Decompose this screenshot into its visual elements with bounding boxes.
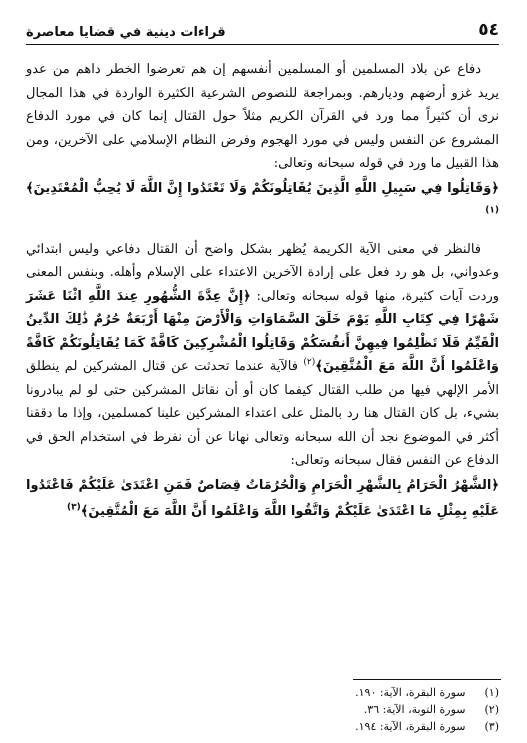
header-divider xyxy=(26,44,499,45)
footnote-item xyxy=(26,718,499,735)
verse-2-text: ﴿إِنَّ عِدَّةَ الشُّهُورِ عِندَ اللَّهِ اثْنَا عَشَرَ شَهْرًا فِي كِتَابِ اللَّهِ يَوْمَ خَلَقَ السَّمَاوَاتِ وَالْأَرْضَ مِنْهَا أَرْبَعَةٌ حُرُمٌ ذَٰلِكَ الدِّينُ الْقَيِّمُ فَلَا تَظْلِمُوا فِيهِنَّ أَنفُسَكُمْ وَقَاتِلُوا الْمُشْرِكِينَ كَافَّةً كَمَا يُقَاتِلُونَكُمْ كَافَّةً وَاعْلَمُوا أَنَّ اللَّهَ مَعَ الْمُتَّقِينَ﴾ xyxy=(26,288,499,374)
footnote-ref-1: (١) xyxy=(485,205,499,216)
page-number: ٥٤ xyxy=(478,20,499,40)
paragraph-1 xyxy=(26,58,499,176)
verse-1 xyxy=(26,176,499,228)
main-text xyxy=(26,58,499,525)
footnotes xyxy=(26,684,499,735)
verse-3 xyxy=(26,473,499,525)
footnote-number: (١) xyxy=(484,686,499,699)
footnote-text: سورة البقرة، الآية: ١٩٤. xyxy=(355,720,466,733)
running-title: قراءات دينية في قضايا معاصرة xyxy=(26,25,226,40)
paragraph-1-text: دفاع عن بلاد المسلمين أو المسلمين أنفسهم إن هم تعرضوا الخطر داهم من عدو يريد غزو أرضهم وديارهم. وبمراجعة للنصوص الشرعية الكثيرة الواردة في هذا المجال نرى أن كثيراً مما ورد في القرآن الكريم مثلاً حول القتال إنما كان في مورد الدفاع المشروع عن النفس وليس في مورد الهجوم وفرض النظام الإسلامي على الآخرين، ومن هذا القبيل ما ورد في قوله سبحانه وتعالى: xyxy=(26,62,499,171)
footnote-ref-2: (٢) xyxy=(303,357,316,368)
footnote-text: سورة البقرة، الآية: ١٩٠. xyxy=(355,686,466,699)
footnote-ref-3: (٣) xyxy=(67,502,81,513)
footnote-number: (٢) xyxy=(484,703,499,716)
paragraph-2 xyxy=(26,238,499,473)
footnote-divider xyxy=(353,679,501,680)
footnote-number: (٣) xyxy=(484,720,499,733)
footnote-item xyxy=(26,684,499,701)
footnote-text: سورة التوبة، الآية: ٣٦. xyxy=(363,703,466,716)
verse-3-text: ﴿الشَّهْرُ الْحَرَامُ بِالشَّهْرِ الْحَرَامِ وَالْحُرُمَاتُ قِصَاصٌ فَمَنِ اعْتَدَىٰ عَلَيْكُمْ فَاعْتَدُوا عَلَيْهِ بِمِثْلِ مَا اعْتَدَىٰ عَلَيْكُمْ وَاتَّقُوا اللَّهَ وَاعْلَمُوا أَنَّ اللَّهَ مَعَ الْمُتَّقِينَ﴾ xyxy=(26,477,499,519)
paragraph-2-rest: فالآية عندما تحدثت عن قتال المشركين لم ينطلق الأمر الإلهي فيها من طلب القتال كيفما كان أو أن نقاتل المشركين حتى لو لم يبادرونا بشيء، بل كان القتال هنا رد بالمثل على اعتداء المشركين علينا كمسلمين، وإذا ما دققنا أكثر في الموضوع نجد أن الله سبحانه وتعالى نهانا عن أن نفرط في استخدام الحق في الدفاع عن النفس فقال سبحانه وتعالى: xyxy=(26,359,499,468)
page-header xyxy=(26,18,499,40)
paragraph-2-intro: فالنظر في معنى الآية الكريمة يُظهر بشكل واضح أن القتال دفاعي وليس ابتدائي وعدواني، بل هو رد فعل على إرادة الآخرين الاعتداء على الإسلام وأهله. وبنفس المعنى وردت آيات كثيرة، منها قوله سبحانه وتعالى: xyxy=(26,241,499,304)
footnote-item xyxy=(26,701,499,718)
verse-1-text: ﴿وَقَاتِلُوا فِي سَبِيلِ اللَّهِ الَّذِينَ يُقَاتِلُونَكُمْ وَلَا تَعْتَدُوا إِنَّ اللَّهَ لَا يُحِبُّ الْمُعْتَدِينَ﴾ xyxy=(26,180,499,196)
